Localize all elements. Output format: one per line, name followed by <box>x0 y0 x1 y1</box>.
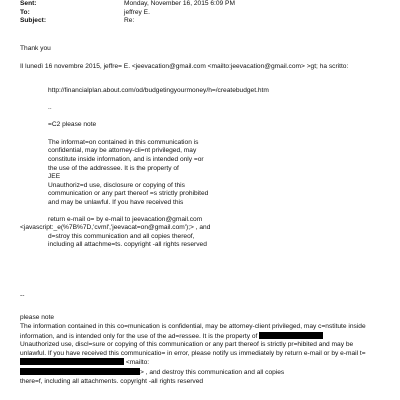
quoted-line: communication or any part thereof =s strictly prohibited <box>48 190 209 198</box>
quoted-line: constitute inside information, and is intended only =or <box>48 155 204 163</box>
note-line <box>20 358 392 368</box>
sent-value: Monday, November 16, 2015 6:09 PM <box>124 0 235 7</box>
signature-dashes: -- <box>20 291 25 299</box>
redaction-bar <box>259 332 323 339</box>
subject-row <box>20 17 392 26</box>
please-note-line: =C2 please note <box>48 121 97 129</box>
note-text: > , and destroy this communication and all copies <box>140 369 285 377</box>
quoted-line: return e-mail o= by e-mail to jeevacation@gmail.com <box>48 215 203 223</box>
note-line: unlawful. If you have received this communicatio= in error, please notify us immediately by return e-mail or by e-mail t= <box>20 349 366 357</box>
mailto-text: <mailto: <box>125 359 150 367</box>
subject-label: Subject: <box>20 17 47 25</box>
note-line: Unauthorized use, discl=sure or copying of this communication or any part thereof is strictly pr=hibited and may be <box>20 341 354 349</box>
quoted-line: including all attachme=ts. copyright -all rights reserved <box>48 241 207 249</box>
to-value: jeffrey E. <box>124 8 150 16</box>
subject-value: Re: <box>124 17 135 25</box>
note-line <box>20 332 392 342</box>
note-line <box>20 368 392 378</box>
note-title: please note <box>20 314 55 322</box>
quoted-line: JEE <box>48 173 61 181</box>
javascript-link-line[interactable]: <javascript:_e(%7B%7D,'cvml','jeevacat=on@gmail.com');> , and <box>20 224 211 232</box>
quoted-line: the use of the addressee. It is the property of <box>48 164 179 172</box>
quoted-return-block <box>20 216 392 250</box>
footer-notice <box>20 314 392 386</box>
budget-link[interactable]: http://financialplan.about.com/od/budgetingyourmoney/h=/createbudget.htm <box>48 86 269 94</box>
to-label: To: <box>20 8 30 16</box>
redaction-bar <box>20 368 140 375</box>
quoted-line: The informat=on contained in this communication is <box>48 138 199 146</box>
note-line: The information contained in this co=munication is confidential, may be attorney-client privileged, may c=nstitute inside <box>20 323 366 331</box>
quoted-line: confidential, may be attorney-cli=nt privileged, may <box>48 147 197 155</box>
quoted-line: d=stroy this communication and all copies thereof, <box>48 232 195 240</box>
note-line: there=f, including all attachments. copyright -all rights reserved <box>20 377 204 385</box>
thanks-line: Thank you <box>20 44 51 52</box>
sent-label: Sent: <box>20 0 37 7</box>
sent-row <box>20 0 392 9</box>
redaction-bar <box>20 358 124 365</box>
separator-dots: .. <box>48 103 52 111</box>
quote-intro: Il lunedì 16 novembre 2015, jeffre= E. <jeevacation@gmail.com <mailto:jeevacation@gmail.com> >gt; ha scritto: <box>20 63 349 71</box>
quoted-line: Unauthoriz=d use, disclosure or copying of this <box>48 181 185 189</box>
note-text: information, and is intended only for the use of the ad=ressee. It is the property of <box>20 332 258 340</box>
quoted-line: and may be unlawful. If you have received this <box>48 198 184 206</box>
quoted-disclaimer <box>20 139 392 208</box>
to-row <box>20 9 392 18</box>
email-document <box>20 0 392 386</box>
